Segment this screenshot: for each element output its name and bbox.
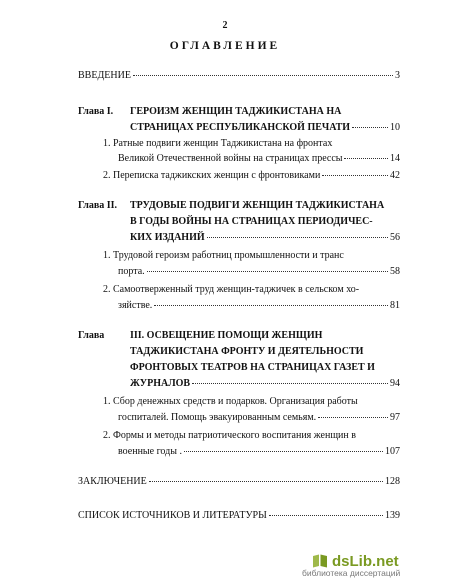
- toc-entry-chapter3[interactable]: [130, 378, 400, 390]
- section-2-1-page: 58: [390, 266, 400, 277]
- dot-leader: [154, 303, 388, 306]
- intro-label: ВВЕДЕНИЕ: [78, 70, 131, 81]
- chapter3-title-line1: III. ОСВЕЩЕНИЕ ПОМОЩИ ЖЕНЩИН: [130, 330, 323, 341]
- section-2-2-line1[interactable]: 2. Самоотверженный труд женщин-таджичек в сельском хо-: [103, 284, 360, 295]
- chapter1-page: 10: [390, 122, 400, 133]
- section-3-1-line1[interactable]: 1. Сбор денежных средств и подарков. Организация работы: [103, 396, 358, 407]
- chapter2-title-line2: В ГОДЫ ВОЙНЫ НА СТРАНИЦАХ ПЕРИОДИЧЕС-: [130, 216, 373, 227]
- chapter3-title-line2: ТАДЖИКИСТАНА ФРОНТУ И ДЕЯТЕЛЬНОСТИ: [130, 346, 364, 357]
- toc-entry-section-2-2[interactable]: [118, 300, 400, 312]
- page-number: 2: [222, 20, 228, 31]
- dot-leader: [133, 73, 393, 76]
- section-1-1-line1[interactable]: 1. Ратные подвиги женщин Таджикистана на фронтах: [103, 138, 333, 149]
- dot-leader: [352, 125, 388, 128]
- toc-entry-conclusion[interactable]: [78, 476, 400, 488]
- chapter3-title-line4: ЖУРНАЛОВ: [130, 378, 191, 389]
- dot-leader: [318, 415, 388, 418]
- section-1-2-line1: 2. Переписка таджикских женщин с фронтовиками: [103, 170, 321, 181]
- chapter3-title-line3: ФРОНТОВЫХ ТЕАТРОВ НА СТРАНИЦАХ ГАЗЕТ И: [130, 362, 375, 373]
- section-2-2-line2: зяйстве.: [118, 300, 153, 311]
- section-3-1-line2: госпиталей. Помощь эвакуированным семьям.: [118, 412, 317, 423]
- dot-leader: [344, 156, 388, 159]
- toc-entry-section-1-1[interactable]: [118, 153, 400, 165]
- toc-entry-chapter2[interactable]: [130, 232, 400, 244]
- chapter2-title-line1: ТРУДОВЫЕ ПОДВИГИ ЖЕНЩИН ТАДЖИКИСТАНА: [130, 200, 385, 211]
- chapter3-label: Глава: [78, 330, 105, 341]
- dot-leader: [207, 235, 388, 238]
- toc-heading: ОГЛАВЛЕНИЕ: [169, 40, 281, 52]
- conclusion-label: ЗАКЛЮЧЕНИЕ: [78, 476, 147, 487]
- chapter1-title-line2: СТРАНИЦАХ РЕСПУБЛИКАНСКОЙ ПЕЧАТИ: [130, 122, 351, 133]
- dot-leader: [269, 513, 383, 516]
- section-1-1-page: 14: [390, 153, 400, 164]
- toc-entry-bibliography[interactable]: [78, 510, 400, 522]
- chapter1-title-line1: ГЕРОИЗМ ЖЕНЩИН ТАДЖИКИСТАНА НА: [130, 106, 342, 117]
- section-3-2-line1[interactable]: 2. Формы и методы патриотического воспитания женщин в: [103, 430, 356, 441]
- chapter2-label: Глава II.: [78, 200, 118, 211]
- chapter3-page: 94: [390, 378, 400, 389]
- toc-entry-chapter1[interactable]: [130, 122, 400, 134]
- chapter2-page: 56: [390, 232, 400, 243]
- toc-entry-section-2-1[interactable]: [118, 266, 400, 278]
- section-3-2-page: 107: [385, 446, 400, 457]
- bibliography-label: СПИСОК ИСТОЧНИКОВ И ЛИТЕРАТУРЫ: [78, 510, 267, 521]
- dot-leader: [322, 173, 388, 176]
- book-icon: [312, 553, 328, 568]
- section-3-2-line2: военные годы .: [118, 446, 182, 457]
- dot-leader: [147, 269, 388, 272]
- dslib-watermark[interactable]: [298, 553, 448, 579]
- intro-page: 3: [395, 70, 400, 81]
- section-3-1-page: 97: [390, 412, 400, 423]
- toc-entry-section-1-2[interactable]: [103, 170, 400, 182]
- section-2-2-page: 81: [390, 300, 400, 311]
- toc-entry-section-3-1[interactable]: [118, 412, 400, 424]
- chapter2-title-line3: КИХ ИЗДАНИЙ: [130, 232, 205, 243]
- chapter1-label: Глава I.: [78, 106, 114, 117]
- toc-entry-intro[interactable]: [78, 70, 400, 82]
- section-2-1-line2: порта.: [118, 266, 145, 277]
- watermark-subtitle: библиотека диссертаций: [302, 568, 401, 578]
- dot-leader: [184, 449, 383, 452]
- section-1-2-page: 42: [390, 170, 400, 181]
- section-2-1-line1[interactable]: 1. Трудовой героизм работниц промышленности и транс: [103, 250, 344, 261]
- dot-leader: [192, 381, 388, 384]
- conclusion-page: 128: [385, 476, 400, 487]
- toc-entry-section-3-2[interactable]: [118, 446, 400, 458]
- dot-leader: [149, 479, 383, 482]
- watermark-logo: dsLib.net: [332, 553, 399, 570]
- bibliography-page: 139: [385, 510, 400, 521]
- section-1-1-line2: Великой Отечественной войны на страницах прессы: [118, 153, 343, 164]
